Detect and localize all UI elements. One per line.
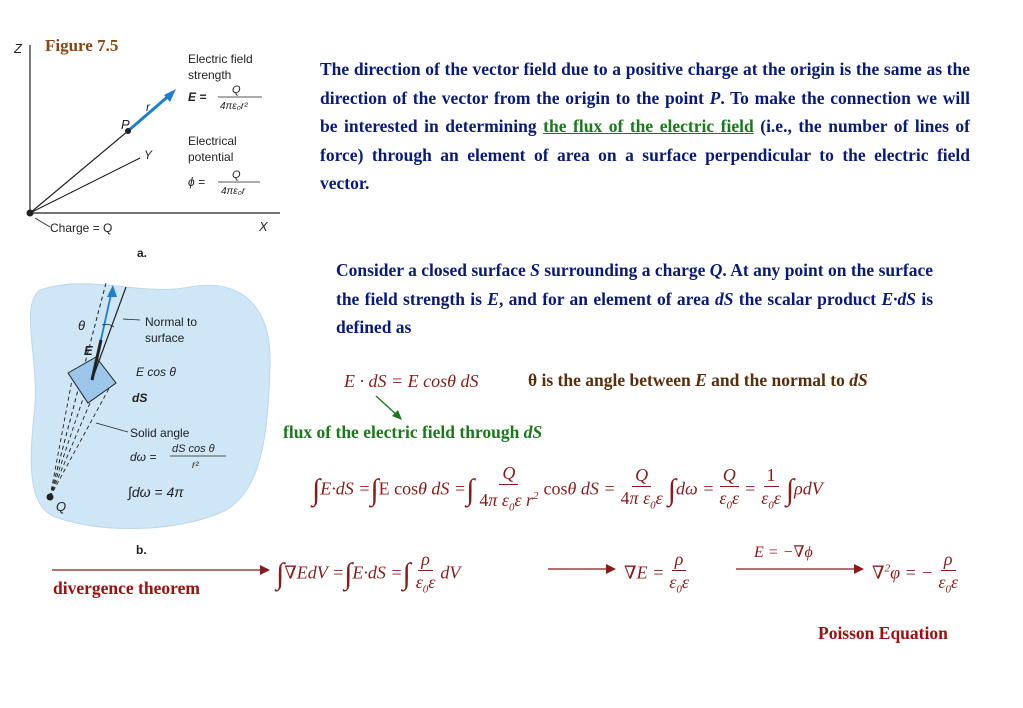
ds-label: dS — [132, 391, 148, 405]
figure-7-5-diagram — [0, 35, 290, 625]
domega-num: dS cos θ — [172, 443, 215, 455]
normal-label-2: surface — [145, 331, 185, 345]
point-p-label: P — [121, 117, 130, 132]
field-eq-num: Q — [232, 84, 241, 96]
field-vector-arrow — [128, 93, 172, 131]
field-eq-den: 4πε₀r² — [220, 101, 248, 112]
divergence-theorem-label: divergence theorem — [53, 578, 200, 598]
flux-pointer-arrow — [372, 392, 412, 426]
potential-eq-num: Q — [232, 169, 241, 181]
axis-y-label: Y — [144, 148, 153, 162]
vector-r-label: r — [146, 100, 150, 114]
surface-paragraph: Consider a closed surface S surrounding a charge Q. At any point on the surface the field strength is E, and for an element of area dS the scalar product E·dS is defined as — [336, 260, 933, 337]
potential-eq-lhs: ϕ = — [188, 175, 206, 189]
e-label: E — [84, 343, 93, 358]
gradient-relation: E = −∇ϕ — [754, 544, 813, 561]
flux-integral-equation: ∫E·dS =∫E cosθ dS =∫ $\frac{Q}{4\pi \varepsilon_0\varepsilon r^2}$ cosθ dS = $\frac{Q}{4\pi \varepsilon_0\varepsilon}$ ∫dω = $\frac{Q}{\varepsilon_0\varepsilon}$ = $\frac{1}{\varepsilon_0\varepsilon}$ ∫ρdV — [312, 463, 823, 514]
field-label-1: Electric field — [188, 52, 253, 66]
figure-title: Figure 7.5 — [45, 36, 119, 55]
potential-label-2: potential — [188, 150, 234, 164]
flux-label: flux of the electric field through dS — [283, 422, 543, 442]
solid-angle-integral: ∫dω = 4π — [128, 484, 184, 500]
poisson-arrow — [734, 563, 866, 575]
dot-product-equation: E · dS = E cosθ dS — [344, 371, 479, 391]
axis-z-label: Z — [14, 41, 22, 56]
theta-note: θ is the angle between E and the normal to dS — [528, 370, 868, 390]
poisson-equation: ∇$^2$φ = − $\frac{\rho}{\varepsilon_0\varepsilon}$ — [872, 549, 959, 596]
divergence-equation: ∫∇EdV =∫E·dS =∫ $\frac{\rho}{\varepsilon_0\varepsilon}$ dV — [276, 549, 461, 596]
field-eq-lhs: E = — [188, 90, 207, 104]
gauss-law-equation: ∇E = $\frac{\rho}{\varepsilon_0\varepsilon}$ — [624, 549, 689, 596]
panel-b — [30, 283, 270, 557]
origin-dot — [27, 210, 34, 217]
domega-den: r² — [192, 460, 199, 471]
gauss-law-arrow — [546, 563, 618, 575]
field-label-2: strength — [188, 68, 232, 82]
potential-eq-den: 4πε₀r — [221, 186, 246, 197]
panel-b-caption: b. — [136, 543, 147, 557]
domega-lhs: dω = — [130, 450, 157, 464]
q-label: Q — [56, 499, 67, 514]
charge-label: Charge = Q — [50, 221, 113, 235]
potential-label-1: Electrical — [188, 134, 237, 148]
theta-label: θ — [78, 318, 86, 333]
charge-q-dot — [47, 494, 54, 501]
normal-label-1: Normal to — [145, 315, 198, 329]
intro-paragraph: The direction of the vector field due to a positive charge at the origin is the same as the direction of the vector from the origin to the point P. To make the connection we will be interested in determining the flux of the electric field (i.e., the number of lines of force) through an element of area on a surface perpendicular to the electric field vector. — [320, 59, 971, 193]
solid-angle-label: Solid angle — [130, 426, 190, 440]
e-cos-label: E cos θ — [136, 365, 176, 379]
panel-a-caption: a. — [137, 246, 148, 260]
panel-a — [13, 41, 280, 260]
poisson-label: Poisson Equation — [818, 623, 948, 643]
divergence-arrow — [50, 564, 272, 576]
flux-link[interactable]: the flux of the electric field — [543, 116, 754, 136]
axis-x-label: X — [259, 219, 268, 234]
